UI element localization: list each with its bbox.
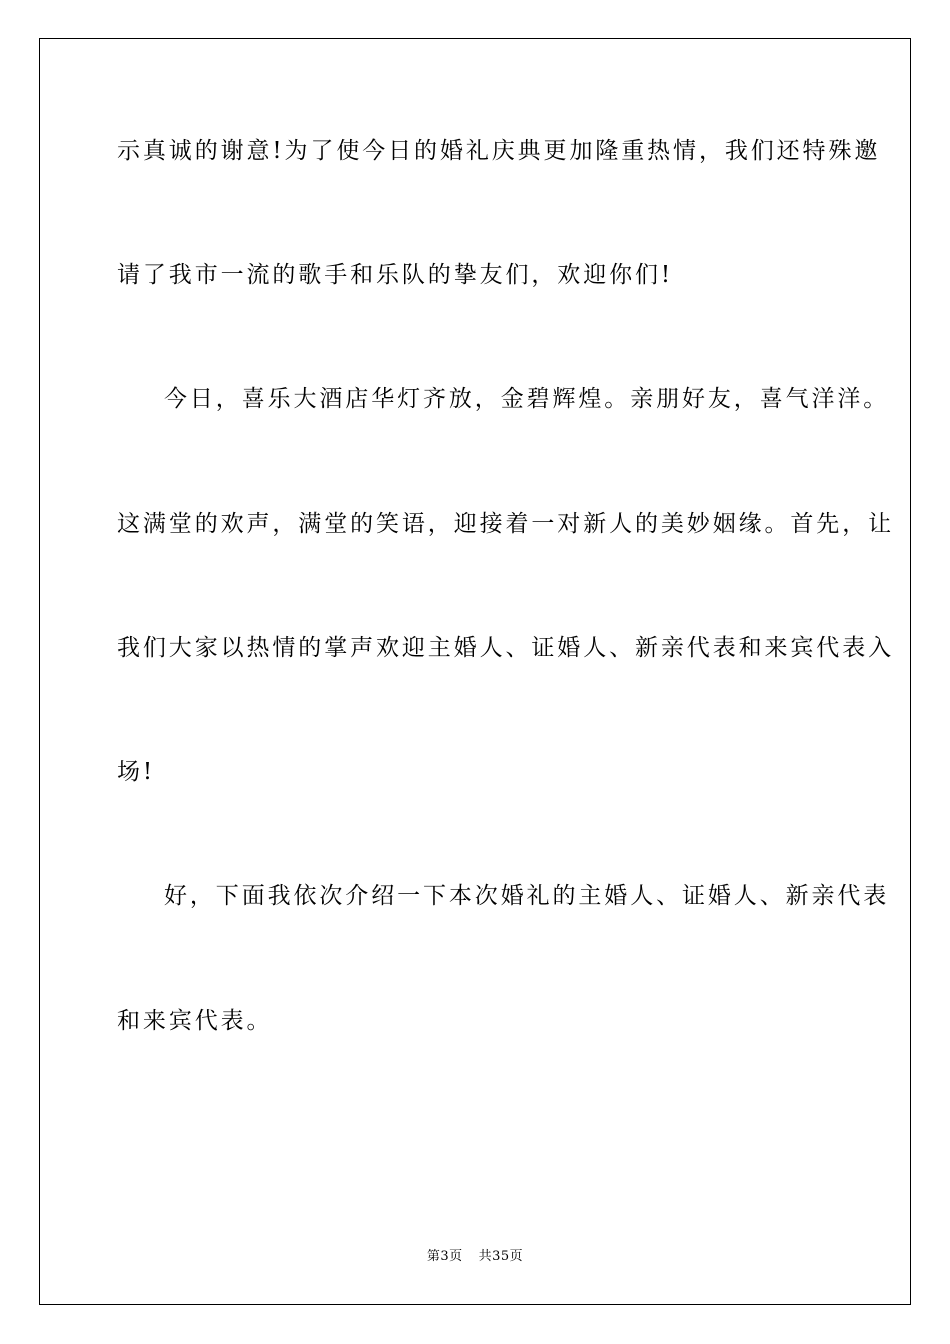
paragraph-start-line-7: 好，下面我依次介绍一下本次婚礼的主婚人、证婚人、新亲代表 — [164, 883, 890, 909]
body-text-line-6: 场! — [117, 759, 156, 785]
body-text-line-5: 我们大家以热情的掌声欢迎主婚人、证婚人、新亲代表和来宾代表入 — [117, 635, 894, 661]
page-border — [39, 38, 911, 1305]
body-text-line-8: 和来宾代表。 — [117, 1008, 273, 1034]
paragraph-start-line-3: 今日，喜乐大酒店华灯齐放，金碧辉煌。亲朋好友，喜气洋洋。 — [164, 386, 890, 412]
total-pages: 共35页 — [478, 1249, 524, 1264]
body-text-line-1: 示真诚的谢意!为了使今日的婚礼庆典更加隆重热情，我们还特殊邀 — [117, 138, 881, 164]
body-text-line-2: 请了我市一流的歌手和乐队的挚友们，欢迎你们! — [117, 262, 674, 288]
body-text-line-4: 这满堂的欢声，满堂的笑语，迎接着一对新人的美妙姻缘。首先，让 — [117, 511, 894, 537]
page-number: 第3页 — [426, 1249, 463, 1264]
page-footer — [0, 1249, 950, 1265]
